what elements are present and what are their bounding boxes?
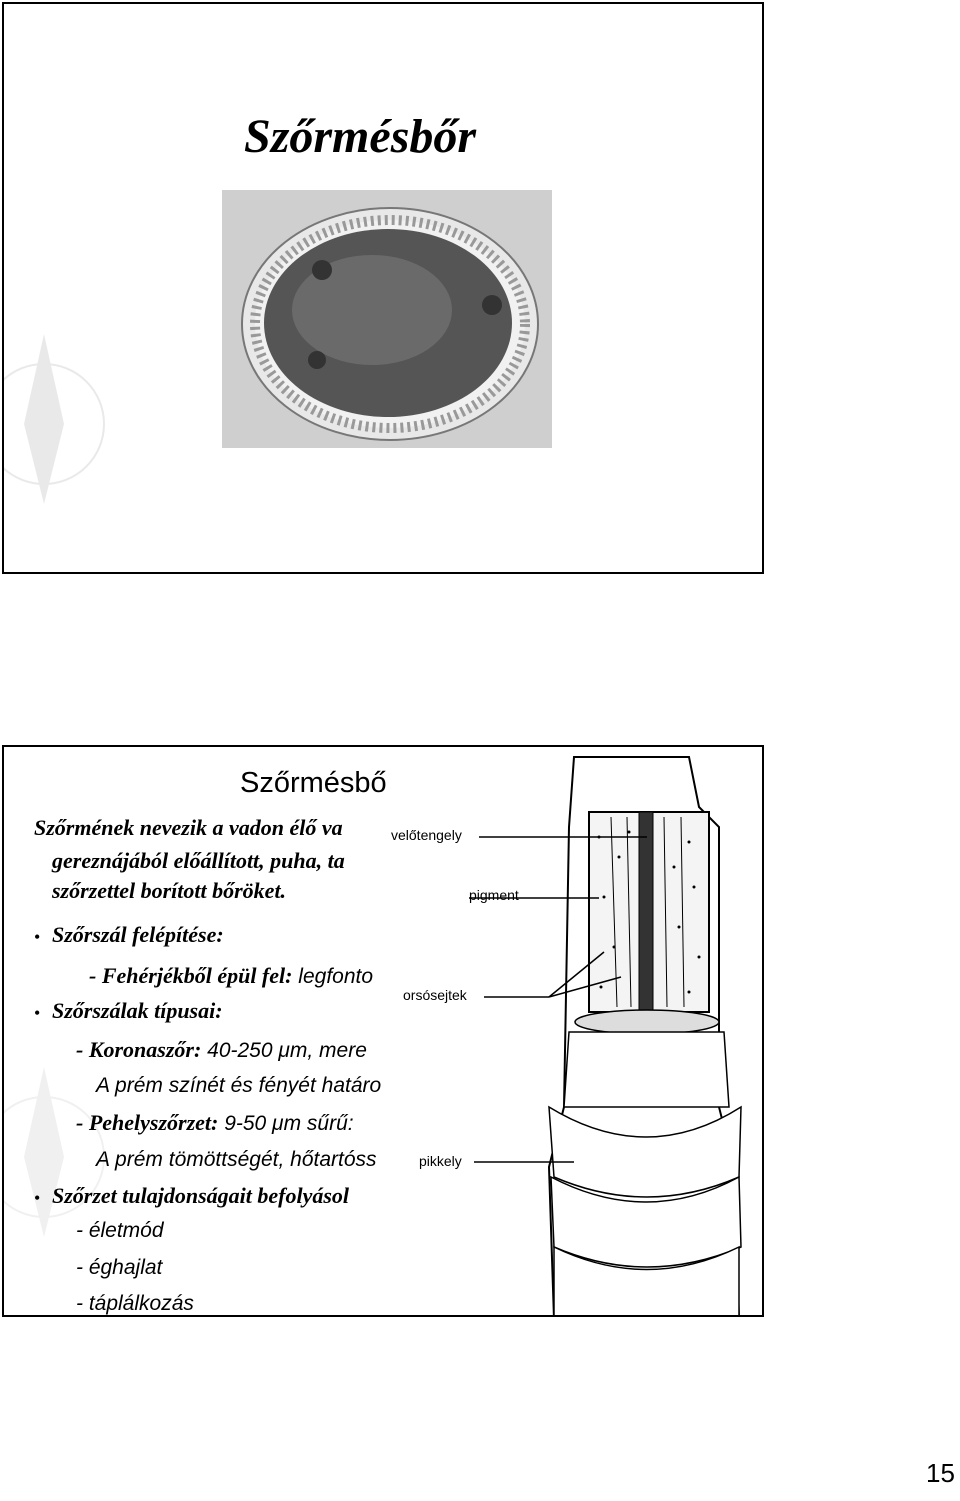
bullet-types: Szőrszálak típusai: (52, 998, 223, 1023)
structure-detail-bold: - Fehérjékből épül fel: (89, 963, 293, 988)
intro-line-3: szőrzettel borított bőröket. (52, 878, 287, 903)
intro-line-2: gereznájából előállított, puha, ta (52, 848, 345, 873)
structure-detail-rest: legfonto (292, 965, 374, 988)
label-spindle-cells: orsósejtek (403, 987, 467, 1003)
bullet-dot: • (34, 1003, 41, 1023)
label-cuticle: pikkely (419, 1153, 462, 1169)
compass-watermark (4, 314, 154, 514)
page-number: 15 (926, 1458, 955, 1488)
structure-detail (89, 963, 373, 989)
bullet-dot: • (34, 1188, 41, 1208)
pehely-description: A prém tömöttségét, hőtartóss (96, 1148, 377, 1171)
slide-text-area (4, 747, 389, 1317)
intro-line-1: Szőrmének nevezik a vadon élő va (34, 815, 343, 840)
slide-title: Szőrmésbőr (244, 110, 477, 163)
pehely-line (76, 1110, 354, 1136)
bullet-structure: Szőrszál felépítése: (52, 922, 224, 947)
bullet-dot: • (34, 927, 41, 947)
factor-lifestyle: - életmód (76, 1219, 164, 1242)
label-pigment: pigment (469, 887, 519, 903)
korona-label: - Koronaszőr: (76, 1037, 202, 1062)
bullet-factors: Szőrzet tulajdonságait befolyásol (52, 1183, 350, 1208)
korona-description: A prém színét és fényét határo (96, 1074, 382, 1097)
factor-climate: - éghajlat (76, 1256, 163, 1279)
label-medulla: velőtengely (391, 827, 462, 843)
slide-2 (2, 745, 764, 1317)
pehely-label: - Pehelyszőrzet: (76, 1110, 219, 1135)
factor-nutrition: - táplálkozás (76, 1292, 194, 1315)
hair-structure-diagram (389, 747, 764, 1317)
korona-value: 40-250 μm, mere (201, 1039, 367, 1062)
slide-1 (2, 2, 764, 574)
pehely-value: 9-50 μm sűrű: (218, 1112, 354, 1135)
hair-cross-section-photo (222, 190, 552, 448)
korona-line (76, 1037, 367, 1063)
slide-title: Szőrmésbő (240, 767, 387, 799)
